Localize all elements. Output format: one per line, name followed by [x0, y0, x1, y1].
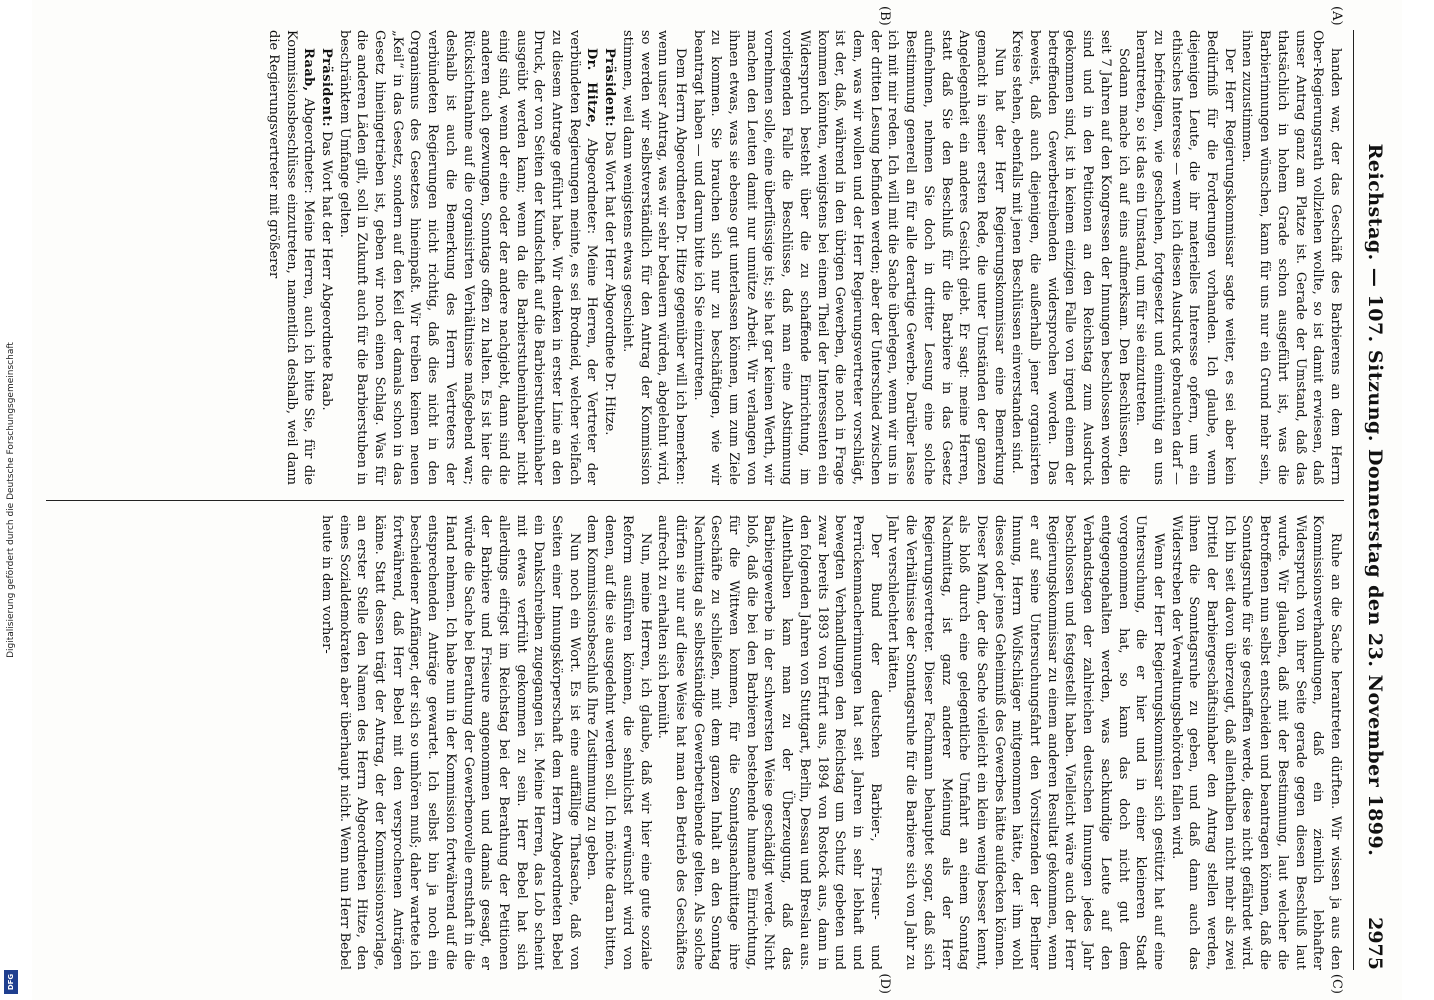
left-column [46, 30, 1344, 485]
paragraph [1132, 30, 1238, 485]
speaker-name: Raab, [301, 48, 317, 92]
paragraph-text: Nun, meine Herren, ich glaube, daß wir hier eine gute soziale Reform ausführen können, die sehnlichst erwünscht wird von denen, auf die sie ausgedehnt werden soll. Ich möchte daran bitten, dem Kommissionsbeschluß Ihre Zustimmung zu geben. [584, 515, 653, 970]
digitization-credit [2, 0, 20, 1000]
page-number: 2975 [1364, 917, 1386, 970]
column-divider [46, 500, 1344, 501]
credit-text: Digitalisierung gefördert durch die Deutsche Forschungsgemeinschaft [6, 342, 16, 658]
paragraph-text: Wenn der Herr Regierungskommissar sich gestützt hat auf eine Untersuchung, die er hier und in einer kleineren Stadt vorgenommen hat, so kann das doch nicht gut dem entgegengehalten werden, was sachkundige Leute auf den Verbandstagen der zahlreichen deutschen Innungen jedes Jahr beschlossen und festgestellt haben. Vielleicht wäre auch der Herr Regierungskommissar zu einem anderen Resultat gekommen, wenn er auf seine Untersuchungsfahrt den Vorsitzenden der Berliner Innung, Herrn Wolfschläger mitgenommen hätte, der ihm wohl dieses oder jenes Geheimniß des Gewerbes hätte aufdecken können. Dieser Mann, der die Sache vielleicht ein klein wenig besser kennt, als bloß durch eine gelegentliche Umfahrt an einem Sonntag Nachmittag, ist ganz anderer Meinung als der Herr Regierungsvertreter. Dieser Fachmann behauptet sogar, daß sich die Verhältnisse der Sonntagsruhe für die Barbiere sich von Jahr zu Jahr verschlechtert hätten. [885, 515, 1166, 970]
margin-mark-b: (B) [877, 6, 892, 26]
margin-mark-a: (A) [1329, 6, 1344, 26]
paragraph [335, 30, 601, 485]
paragraph-text: Nun hat der Herr Regierungskommissar eine Bemerkung gemacht in seiner ersten Rede, die unter Umständen der ganzen Angelegenheit ein anderes Gesicht giebt. Er sagt: meine Herren, statt daß Sie den Beschluß für die Barbiere in das Gesetz aufnehmen, nehmen Sie doch in dritter Lesung eine solche Bestimmung generell an für alle derartige Gewerbe. Darüber lasse ich mit mir reden. Ich will mit die Sache überlegen, wenn wir uns in der dritten Lesung befinden werden; aber der Unterschied zwischen dem, was wir wollen und der Herr Regierungsvertreter vorschlägt, ist der, daß, während in den übrigen Gewerben, die noch in Frage kommen könnten, wenigstens bei einem Theil der Interessenten ein Widerspruch besteht über die zu schaffende Einrichtung, im vorliegenden Falle die Beschlüsse, daß man eine Abstimmung vornehmen solle, eine überflüssige ist; sie hat gar keinen Werth, wir machen den Leuten damit nur unnütze Arbeit. Wir verlangen von ihnen etwas, was sie ebenso gut unterlassen können, um zum Ziele zu kommen. Sie brauchen sich nur zu beschäftigen, wie wir beantragt haben — und darum bitte ich Sie einzutreten. [690, 30, 1007, 485]
margin-mark-c: (C) [1329, 973, 1344, 994]
paragraph [264, 30, 317, 485]
right-column [46, 515, 1344, 970]
paragraph-text: Der Bund der deutschen Barbier-, Friseur- und Perrückenmacherinnungen hat seit Jahren in sehr lebhaft und bewegten Verhandlungen den Reichstag um Schutz gebeten und zwar bereits 1893 von Erfurt aus, 1894 von Rostock aus, dann in den folgenden Jahren von Stuttgart, Berlin, Dessau und Breslau aus. Allenthalben kam man zu der Überzeugung, daß das Barbiergewerbe in der schwersten Weise geschädigt werde. Nicht bloß, daß die bei den Barbieren bestehende humane Einrichtung, für die Wittwen kommen, für die Sonntagsnachmittage ihre Geschäfte zu schließen, mit dem ganzen Inhalt an den Sonntag Nachmittag als selbstständige Gewerbetreibende gelten. Als solche dürfen sie nur auf diese Weise hat man den Betrieb des Geschäftes aufrecht zu erhalten sich bemüht. [655, 515, 883, 970]
speaker-name: Dr. Hitze, [584, 48, 600, 128]
scanned-page [32, 0, 1402, 1000]
paragraph-text: Ruhe an die Sache herantreten dürften. Wir wissen ja aus den Kommissionsverhandlungen, daß ein ziemlich lebhafter Widerspruch von ihrer Seite gerade gegen diesen Beschluß laut wurde. Wir glauben, daß mit der Bestimmung, laut welcher die Betroffenen nun selbst entscheiden und beantragen können, daß die Sonntagsruhe für sie geschaffen werde, diese nicht gefährdet wird. Ich bin seit davon überzeugt, daß allenthalben nicht mehr als zwei Drittel der Barbiergeschäftsinhaber den Antrag stellen werden, ihnen die Sonntagsruhe zu geben, und daß dann auch das Widerstreben der Verwaltungsbehörden fallen wird. [1168, 515, 1343, 970]
paragraph-text: Abgeordneter: Meine Herren, der Vertreter der verbündeten Regierungen meinte, es sei Brodneid, welcher vielfach zu diesem Antrage geführt habe. Wir denken in erster Linie an den Druck, der von Seiten der Kundschaft auf die Barbierstubeninhaber ausgeübt werden kann; wenn da die Barbierstubeninhaber nicht einig sind, wenn der eine oder der andere nachgiebt, dann sind die anderen auch gezwungen, Sonntags offen zu halten. Es ist hier die Rücksichtnahme auf die organisirten Verhältnisse maßgebend war; deshalb ist auch die Bemerkung des Herrn Vertreters der verbündeten Regierungen nicht richtig, daß dies nicht in den Organismus des Gesetzes hineinpaßt. Wir treiben keinen neuen „Keil“ in das Gesetz, sondern auf den Keil der damals schon in das Gesetz hineingetrieben ist, geben wir noch einen Schlag. Was für die anderen Läden gilt, soll in Zukunft auch für die Barbierstuben in beschränktem Umfange gelten. [336, 30, 600, 485]
running-head [1353, 30, 1388, 970]
paragraph [317, 515, 583, 970]
paragraph [654, 515, 884, 970]
paragraph [1008, 30, 1132, 485]
dfg-logo [4, 970, 18, 994]
text-columns [46, 30, 1344, 970]
paragraph-text: Das Wort hat der Herr Abgeordnete Dr. Hitze. [602, 131, 618, 436]
speaker-name: Präsident: [602, 48, 618, 127]
paragraph-text: Abgeordneter: Meine Herren, auch ich bitte Sie, für die Kommissionsbeschlüsse einzutreten, namentlich deshalb, weil dann die Regierungsvertreter mit größerer [265, 30, 317, 485]
dfg-logo-text: DFG [7, 973, 15, 991]
paragraph-text: Nun noch ein Wort. Es ist eine auffällige Thatsache, daß von Seiten einer Innungskörperschaft dem Herrn Abgeordneten Bebel ein Dankschreiben zugegangen ist. Meine Herren, das Lob scheint mit etwas verfrüht gekommen zu sein. Herr Bebel hat sich allerdings eifrigst im Reichstag bei der Berathung der Petitionen der Barbiere und Friseure angenommen und damals gesagt, er würde die Sache bei Berathung der Gewerbenovelle ernsthaft in die Hand nehmen. Ich habe nun in der Kommission fortwährend auf die entsprechenden Anträge gewartet. Ich selbst bin ja noch ein bescheidener Anfänger, der sich so umhören muß; daher wartete ich fortwährend, daß Herr Bebel mit den versprochenen Anträgen käme. Statt dessen trägt der Antrag, der der Kommissionsvorlage, an erster Stelle den Namen des Herrn Abgeordneten Hitze, den eines Sozialdemokraten aber überhaupt nicht. Wenn nun Herr Bebel heute in dem vorher- [318, 515, 582, 970]
paragraph [884, 515, 1167, 970]
paragraph [1238, 30, 1344, 485]
running-head-title: Reichstag. — 107. Sitzung. Donnerstag den 23. November 1899. [1364, 143, 1386, 857]
paragraph [618, 30, 689, 485]
paragraph [600, 30, 618, 485]
paragraph-text: Dem Herrn Abgeordneten Dr. Hitze gegenüber will ich bemerken: wenn unser Antrag, was wir sehr bedauern würden, abgelehnt wird, so werden wir selbstverständlich für den Antrag der Kommission stimmen, weil dann wenigstens etwas geschieht. [619, 30, 688, 485]
paragraph-text: Das Wort hat der Herr Abgeordnete Raab. [318, 131, 334, 411]
paragraph [1167, 515, 1344, 970]
paragraph [317, 30, 335, 485]
paragraph [583, 515, 654, 970]
speaker-name: Präsident: [318, 48, 334, 127]
paragraph-text: handen war, der das Geschäft des Barbierens an dem Herrn Ober-Regierungsrath vollziehen wollte, so ist damit erwiesen, daß unser Antrag ganz am Platze ist. Gerade der Umstand, daß das thatsächlich in hohem Grade schon ausgeführt ist, was die Barbierinnungen wünschen, kann für uns nur ein Grund mehr sein, ihnen zuzustimmen. [1239, 30, 1343, 485]
margin-mark-d: (D) [877, 973, 892, 994]
paragraph-text: Der Herr Regierungskommissar sagte weiter, es sei aber kein Bedürfniß für die Forderungen vorhanden. Ich glaube, wenn diejenigen Leute, die ihr materielles Interesse opfern, um ein ethisches Interesse — wenn ich diesen Ausdruck gebrauchen darf — zu befriedigen, wie geschehen, fortgesetzt und einmüthig an uns herantreten, so ist das ein Umstand, um für sie einzutreten. [1133, 30, 1237, 485]
paragraph-text: Sodann mache ich auf eins aufmerksam. Den Beschlüssen, die seit 7 Jahren auf den Kongressen der Innungen beschlossen worden sind und in den Petitionen an den Reichstag zum Ausdruck gekommen sind, ist in keinem einzigen Falle von irgend einem der betreffenden Gewerbetreibenden widersprochen worden. Das beweist, daß auch diejenigen, die außerhalb jener organisirten Kreise stehen, ebenfalls mit jenen Beschlüssen einverstanden sind. [1009, 30, 1131, 485]
paragraph [689, 30, 1008, 485]
